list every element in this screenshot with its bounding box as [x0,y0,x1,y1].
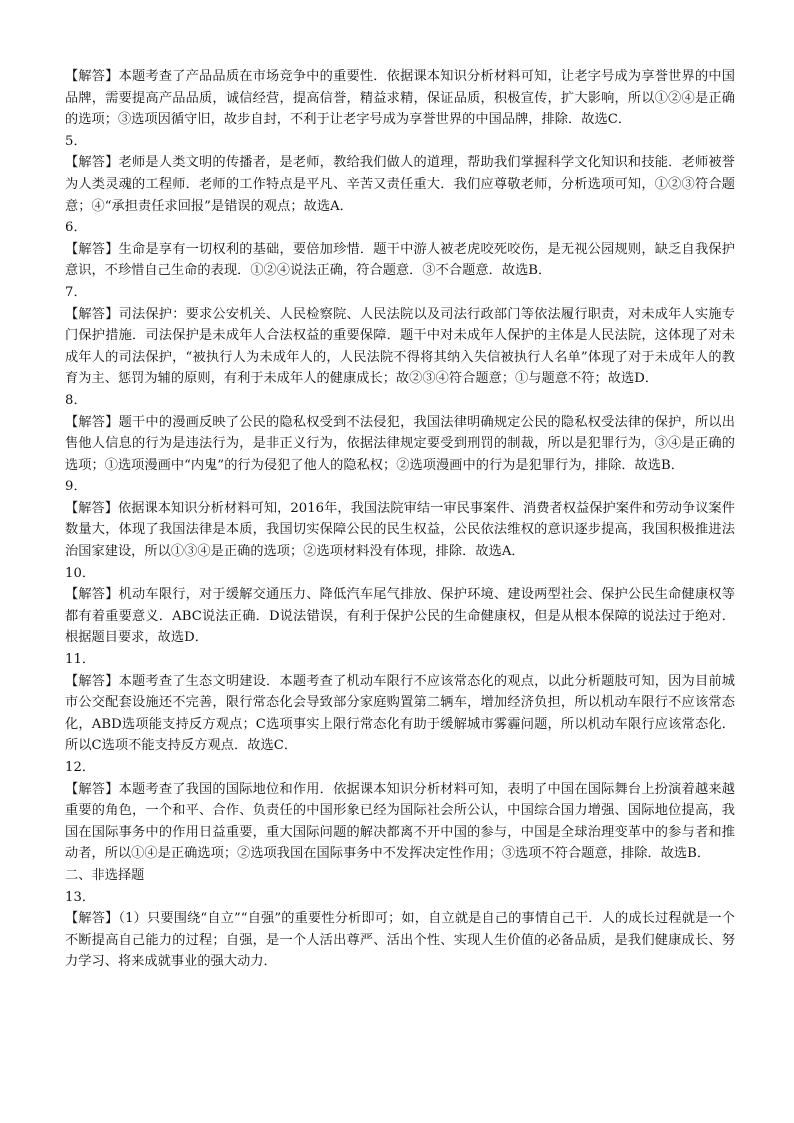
answer-paragraph: 【解答】本题考查了产品品质在市场竞争中的重要性．依据课本知识分析材料可知，让老字号成为享誉世界的中国品牌，需要提高产品品质，诚信经营，提高信誉，精益求精，保证品质，积极宣传，扩大影响，所以①②④是正确的选项；③选项因循守旧，故步自封，不利于让老字号成为享誉世界的中国品牌，排除．故选C． [65,69,735,128]
answer-paragraph: 【解答】本题考查了生态文明建设．本题考查了机动车限行不应该常态化的观点，以此分析题肢可知，因为目前城市公交配套设施还不完善，限行常态化会导致部分家庭购置第二辆车，增加经济负担，所以机动车限行不应该常态化，ABD选项能支持反方观点；C选项事实上限行常态化有助于缓解城市雾霾问题，所以机动车限行应该常态化．所以C选项不能支持反方观点．故选C． [65,673,735,754]
question-number: 7． [65,284,87,300]
document-page [65,66,735,973]
question-number: 13． [65,889,96,905]
answer-paragraph: 【解答】生命是享有一切权利的基础，要倍加珍惜．题干中游人被老虎咬死咬伤，是无视公园规则，缺乏自我保护意识，不珍惜自己生命的表现．①②④说法正确，符合题意．③不合题意．故选B． [65,241,735,279]
question-number: 5． [65,133,87,149]
question-number: 6． [65,220,87,236]
question-number: 12． [65,760,96,775]
question-number: 8． [65,392,87,408]
answer-paragraph: 【解答】机动车限行，对于缓解交通压力、降低汽车尾气排放、保护环境、建设两型社会、保护公民生命健康权等都有着重要意义．ABC说法正确．D说法错误，有利于保护公民的生命健康权，但是从根本保障的说法过于绝对．根据题目要求，故选D． [65,587,735,646]
answer-paragraph: 【解答】本题考查了我国的国际地位和作用．依据课本知识分析材料可知，表明了中国在国际舞台上扮演着越来越重要的角色，一个和平、合作、负责任的中国形象已经为国际社会所公认，中国综合国力增强、国际地位提高，我国在国际事务中的作用日益重要，重大国际问题的解决都离不开中国的参与，中国是全球治理变革中的参与者和推动者，所以①④是正确选项；②选项我国在国际事务中不发挥决定性作用；③选项不符合题意，排除．故选B． [65,781,735,862]
question-number: 9． [65,479,87,495]
answer-paragraph: 【解答】老师是人类文明的传播者，是老师，教给我们做人的道理，帮助我们掌握科学文化知识和技能．老师被誉为人类灵魂的工程师．老师的工作特点是平凡、辛苦又责任重大．我们应尊敬老师，分析选项可知，①②③符合题意；④“承担责任求回报”是错误的观点；故选A． [65,155,735,214]
answer-paragraph: 【解答】题干中的漫画反映了公民的隐私权受到不法侵犯，我国法律明确规定公民的隐私权受法律的保护，所以出售他人信息的行为是违法行为，是非正义行为，依据法律规定要受到刑罚的制裁，所以是犯罪行为，③④是正确的选项；①选项漫画中“内鬼”的行为侵犯了他人的隐私权；②选项漫画中的行为是犯罪行为，排除．故选B． [65,414,735,473]
question-number: 10． [65,565,96,581]
answer-paragraph: 【解答】（1）只要围绕“自立”“自强”的重要性分析即可；如，自立就是自己的事情自己干．人的成长过程就是一个不断提高自己能力的过程；自强，是一个人活出尊严、活出个性、实现人生价值的必备品质，是我们健康成长、努力学习、将来成就事业的强大动力． [65,911,735,970]
section-heading: 二、非选择题 [65,867,145,883]
answer-paragraph: 【解答】依据课本知识分析材料可知，2016年，我国法院审结一审民事案件、消费者权益保护案件和劳动争议案件数量大，体现了我国法律是本质，我国切实保障公民的民生权益，公民依法维权的意识逐步提高，我国积极推进法治国家建设，所以①③④是正确的选项；②选项材料没有体现，排除．故选A． [65,500,735,560]
answer-paragraph: 【解答】司法保护：要求公安机关、人民检察院、人民法院以及司法行政部门等依法履行职责，对未成年人实施专门保护措施．司法保护是未成年人合法权益的重要保障．题干中对未成年人保护的主体是人民法院，这体现了对未成年人的司法保护，“被执行人为未成年人的，人民法院不得将其纳入失信被执行人名单”体现了对于未成年人的教育为主、惩罚为辅的原则，有利于未成年人的健康成长；故②③④符合题意；①与题意不符；故选D． [65,306,735,387]
question-number: 11． [65,652,96,668]
